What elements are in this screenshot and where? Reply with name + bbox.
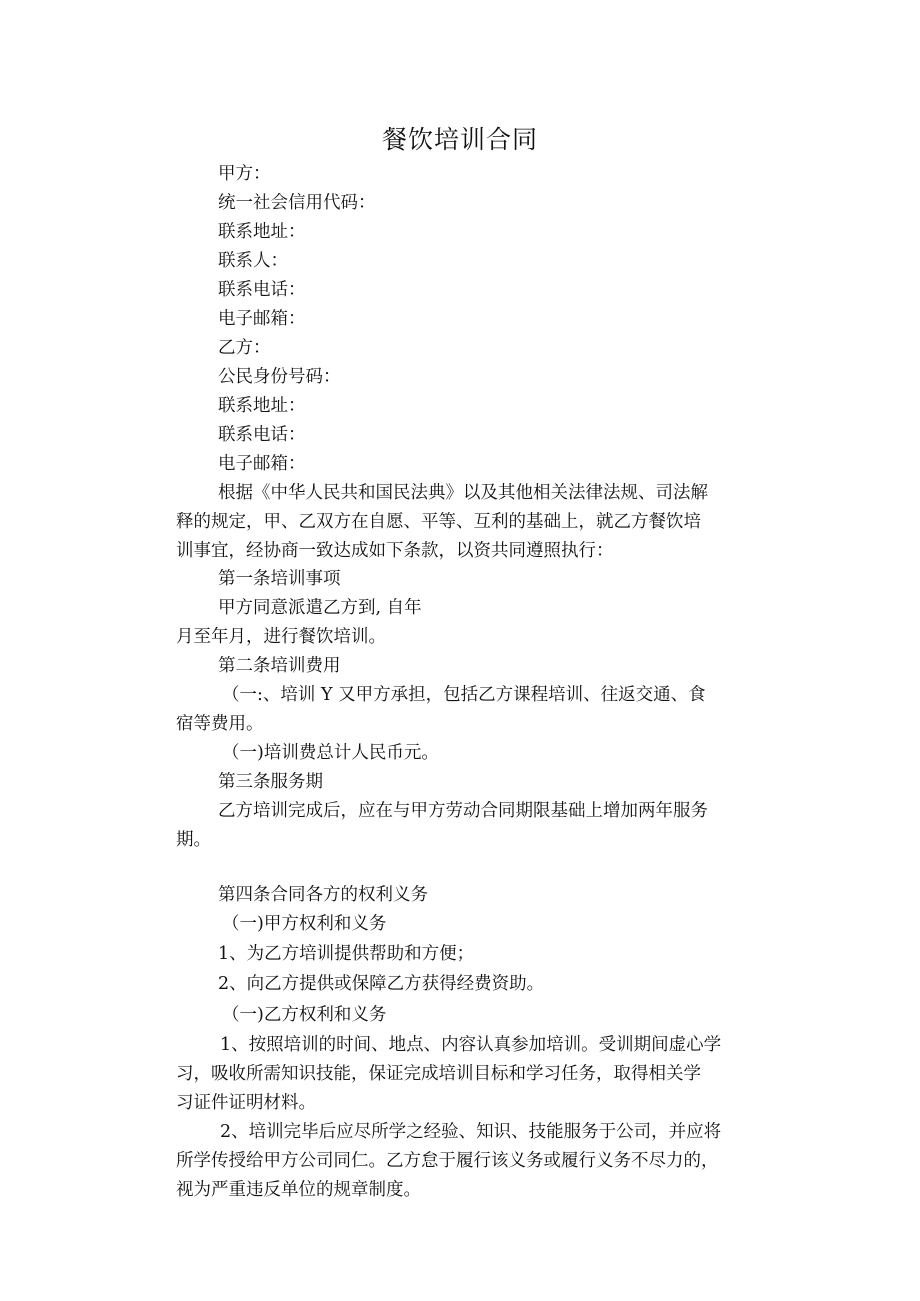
party-a-address: 联系地址： (218, 222, 306, 242)
party-a-email: 电子邮箱： (218, 309, 306, 329)
article-4-party-a-heading: （一)甲方权利和义务 (222, 914, 387, 934)
article-1-line: 甲方同意派遣乙方到, 自年 (218, 598, 422, 618)
article-4-party-b-item-1-line: 习证件证明材料。 (176, 1093, 316, 1113)
article-3-line: 期。 (176, 830, 211, 850)
article-4-party-b-item-2-line: 所学传授给甲方公司同仁。乙方怠于履行该义务或履行义务不尽力的， (176, 1151, 719, 1171)
article-2-item-1-line: 宿等费用。 (176, 714, 264, 734)
article-4-heading: 第四条合同各方的权利义务 (218, 885, 428, 905)
party-b-address: 联系地址： (218, 396, 306, 416)
party-b-id-number: 公民身份号码： (218, 367, 341, 387)
document-title: 餐饮培训合同 (381, 125, 538, 154)
article-2-heading: 第二条培训费用 (218, 656, 341, 676)
party-a-contact: 联系人： (218, 251, 288, 271)
preamble-line: 释的规定，甲、乙双方在自愿、平等、互利的基础上，就乙方餐饮培 (176, 512, 701, 532)
article-4-party-b-item-1-line: 1、按照培训的时间、地点、内容认真参加培训。受训期间虚心学 (220, 1035, 722, 1055)
party-a-phone: 联系电话： (218, 280, 306, 300)
party-a-label: 甲方： (218, 164, 271, 184)
party-b-phone: 联系电话： (218, 425, 306, 445)
article-4-party-b-heading: （一)乙方权利和义务 (222, 1005, 387, 1025)
article-4-party-a-item: 2、向乙方提供或保障乙方获得经费资助。 (218, 974, 545, 994)
article-1-line: 月至年月，进行餐饮培训。 (176, 627, 386, 647)
preamble-line: 训事宜，经协商一致达成如下条款，以资共同遵照执行： (176, 541, 614, 561)
party-b-email: 电子邮箱： (218, 454, 306, 474)
article-4-party-b-item-1-line: 习，吸收所需知识技能，保证完成培训目标和学习任务，取得相关学 (176, 1064, 701, 1084)
article-2-item-1-line: （一:、培训 Y 又甲方承担，包括乙方课程培训、往返交通、食 (222, 685, 706, 705)
article-4-party-b-item-2-line: 2、培训完毕后应尽所学之经验、知识、技能服务于公司，并应将 (220, 1122, 722, 1142)
article-3-line: 乙方培训完成后，应在与甲方劳动合同期限基础上增加两年服务 (218, 801, 708, 821)
article-4-party-a-item: 1、为乙方培训提供帮助和方便； (218, 944, 475, 964)
party-b-label: 乙方： (218, 338, 271, 358)
article-1-heading: 第一条培训事项 (218, 569, 341, 589)
party-a-credit-code: 统一社会信用代码： (218, 193, 376, 213)
article-3-heading: 第三条服务期 (218, 772, 323, 792)
preamble-line: 根据《中华人民共和国民法典》以及其他相关法律法规、司法解 (218, 483, 708, 503)
article-4-party-b-item-2-line: 视为严重违反单位的规章制度。 (176, 1180, 421, 1200)
article-2-item-2: （一)培训费总计人民币元。 (222, 743, 439, 763)
